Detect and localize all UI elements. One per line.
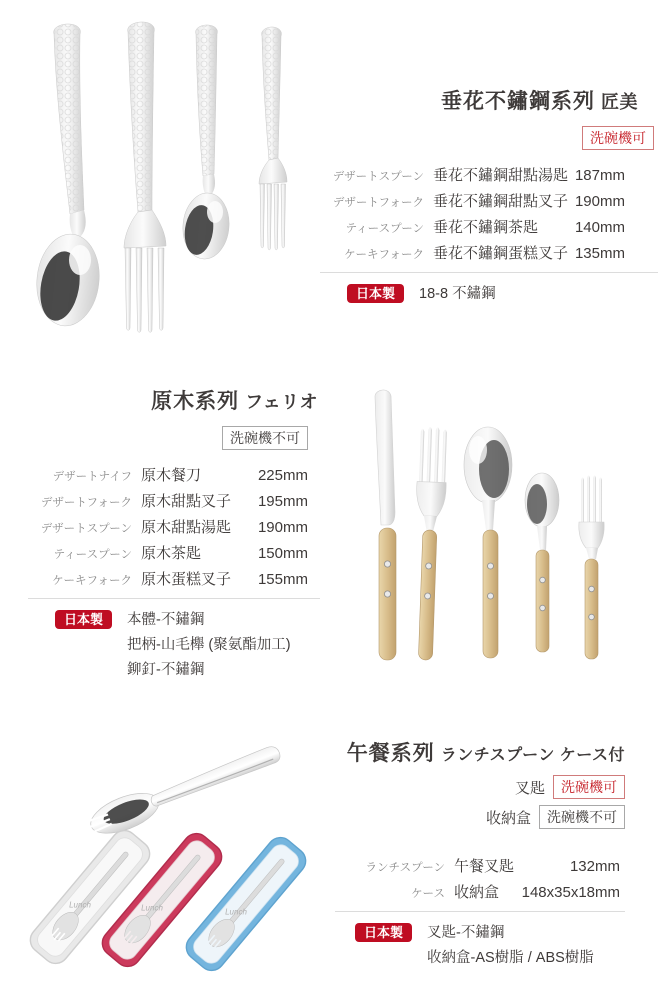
material-line: 18-8 不鏽鋼 <box>419 286 496 302</box>
series-subname: ランチスプーン ケース付 <box>440 747 625 764</box>
material-line: 收納盒-AS樹脂 / ABS樹脂 <box>427 950 594 966</box>
hammered-cutlery-illustration <box>8 12 328 342</box>
spec-product-name: 垂花不鏽鋼蛋糕叉子 <box>433 245 569 262</box>
spec-size: 140mm <box>574 219 625 236</box>
badge-row <box>28 426 320 450</box>
spec-product-name: 原木甜點湯匙 <box>141 519 232 536</box>
spec-product-name: 原木甜點叉子 <box>141 493 232 510</box>
section-wood <box>28 388 320 683</box>
materials-list <box>427 921 594 971</box>
spec-row <box>28 516 308 542</box>
material-line: 鉚釘-不鏽鋼 <box>127 662 205 678</box>
spec-row <box>320 216 625 242</box>
made-in-japan-badge: 日本製 <box>355 923 412 942</box>
spec-size: 190mm <box>574 193 625 210</box>
spec-product-name: 午餐叉匙 <box>454 858 515 875</box>
spec-product-name: 收納盒 <box>454 884 500 901</box>
spec-jp-label: ケース <box>411 888 445 900</box>
hammered-cutlery-photo <box>8 12 328 342</box>
spec-jp-label: ケーキフォーク <box>344 249 424 261</box>
spec-table <box>335 855 625 907</box>
spec-jp-label: ティースプーン <box>53 549 132 561</box>
spec-jp-label: ティースプーン <box>345 223 424 235</box>
series-name: 垂花不鏽鋼系列 <box>441 90 595 113</box>
wood-fork <box>411 427 448 661</box>
lunch-spork-cases-photo <box>20 722 340 992</box>
dishwasher-not-safe-badge: 洗碗機不可 <box>222 426 308 450</box>
wood-spoon <box>464 427 512 658</box>
spec-size: 190mm <box>257 519 308 536</box>
spec-size: 132mm <box>569 858 620 875</box>
wooden-cutlery-photo <box>345 382 665 692</box>
dishwasher-safe-badge: 洗碗機可 <box>582 126 654 150</box>
spec-product-name: 原木餐刀 <box>141 467 202 484</box>
spec-row <box>320 164 625 190</box>
made-in-row <box>28 608 320 683</box>
dessert-spoon <box>32 24 103 329</box>
badge-row <box>335 775 625 799</box>
section-lunch <box>335 740 625 971</box>
dishwasher-not-safe-badge: 洗碗機不可 <box>539 805 625 829</box>
dishwasher-safe-badge: 洗碗機可 <box>553 775 625 799</box>
spec-product-name: 垂花不鏽鋼甜點湯匙 <box>433 167 569 184</box>
case-lunch-label: Lunch <box>141 903 163 913</box>
spec-row <box>28 542 308 568</box>
dessert-fork <box>124 22 166 332</box>
spec-size: 135mm <box>574 245 625 262</box>
spec-table <box>320 164 658 268</box>
spec-row <box>320 242 625 268</box>
lunch-set-illustration <box>20 722 340 992</box>
spec-size: 195mm <box>257 493 308 510</box>
spec-jp-label: デザートスプーン <box>332 171 424 183</box>
spec-row <box>28 568 308 594</box>
cake-fork <box>259 27 287 250</box>
divider <box>320 272 658 273</box>
material-line: 把柄-山毛櫸 (聚氨酯加工) <box>127 637 291 653</box>
spec-size: 148x35x18mm <box>521 884 620 901</box>
made-in-row <box>320 282 658 307</box>
badge-prefix-label: 收納盒 <box>485 809 531 827</box>
made-in-japan-badge: 日本製 <box>347 284 404 303</box>
section-title <box>335 740 625 769</box>
spec-jp-label: デザートナイフ <box>52 471 132 483</box>
badge-prefix-label: 叉匙 <box>514 779 545 797</box>
spec-jp-label: デザートフォーク <box>40 497 132 509</box>
spec-row <box>335 855 620 881</box>
material-line: 本體-不鏽鋼 <box>127 612 205 628</box>
case-lunch-label: Lunch <box>69 900 91 910</box>
made-in-row <box>335 921 625 971</box>
spec-product-name: 垂花不鏽鋼甜點叉子 <box>433 193 569 210</box>
wood-teaspoon <box>525 473 559 652</box>
section-hammered <box>320 88 658 307</box>
spec-size: 155mm <box>257 571 308 588</box>
series-name: 原木系列 <box>151 390 240 413</box>
series-name: 午餐系列 <box>346 742 435 765</box>
spec-row <box>335 881 620 907</box>
spec-jp-label: デザートフォーク <box>332 197 424 209</box>
spec-table <box>28 464 320 594</box>
spec-jp-label: デザートスプーン <box>40 523 132 535</box>
spec-product-name: 原木蛋糕叉子 <box>141 571 232 588</box>
wood-cake-fork <box>579 476 604 660</box>
spec-row <box>28 464 308 490</box>
wooden-cutlery-illustration <box>345 382 665 692</box>
case-lunch-label: Lunch <box>225 907 247 917</box>
spec-size: 225mm <box>257 467 308 484</box>
spec-jp-label: ランチスプーン <box>365 862 445 874</box>
spec-jp-label: ケーキフォーク <box>52 575 132 587</box>
badge-row <box>320 126 658 150</box>
materials-list <box>419 282 496 307</box>
spec-row <box>320 190 625 216</box>
material-line: 叉匙-不鏽鋼 <box>427 925 505 941</box>
spec-row <box>28 490 308 516</box>
made-in-japan-badge: 日本製 <box>55 610 112 629</box>
badge-row <box>335 805 625 829</box>
section-title <box>28 388 320 415</box>
materials-list <box>127 608 291 683</box>
wood-knife <box>375 390 396 660</box>
divider <box>28 598 320 599</box>
lunch-spork <box>84 738 286 843</box>
section-title <box>320 88 658 115</box>
spec-size: 150mm <box>257 545 308 562</box>
series-subname: 匠美 <box>601 92 638 112</box>
spec-product-name: 原木茶匙 <box>141 545 202 562</box>
divider <box>335 911 625 912</box>
spec-size: 187mm <box>574 167 625 184</box>
tea-spoon <box>180 25 232 261</box>
spec-product-name: 垂花不鏽鋼茶匙 <box>433 219 539 236</box>
series-subname: フェリオ <box>245 392 318 412</box>
